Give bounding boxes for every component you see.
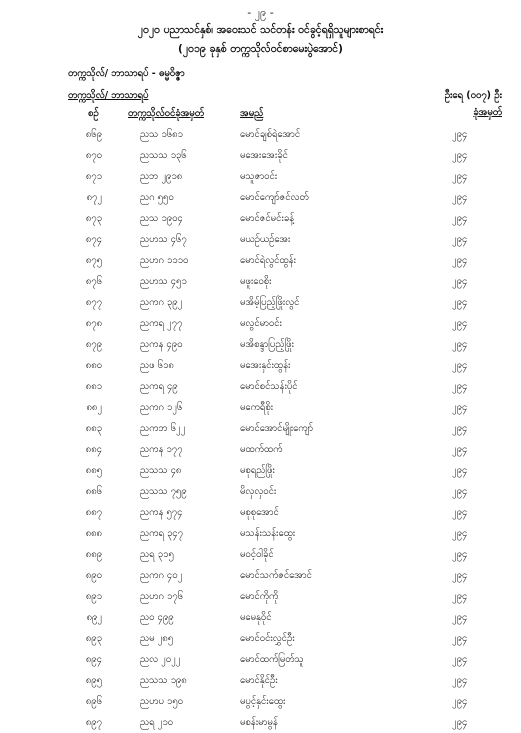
roll-number: ညကရ ၃၄၇ [140,528,183,539]
row-number: ၈၈၇ [85,507,102,518]
roll-number: ညဟပ ၁၅၀ [140,696,183,707]
roll-number: ညလ ၂၀၂၂ [140,654,181,665]
row-number: ၈၈၁ [85,381,102,392]
roll-number: ညကန ၄၉၀ [140,339,183,350]
exam-code: ၂၉၄ [452,570,468,581]
exam-code: ၂၉၄ [452,612,468,623]
roll-number: ညသသ ၁၉၈ [140,675,187,686]
row-number: ၈၇၁ [85,171,102,182]
row-number: ၈၇၀ [85,150,102,161]
student-name: မကေရီစိုး [240,402,274,413]
subject-header: တက္ကသိုလ်/ ဘာသာရပ် [68,90,149,101]
roll-number: ညကဂ ၃၉၂ [140,297,183,308]
exam-code: ၂၉၄ [452,276,468,287]
row-number: ၈၉၂ [86,612,102,623]
course-line: တက္ကသိုလ်/ ဘာသာရပ် - ဓမ္မဝိဇ္ဇာ [68,68,185,79]
row-number: ၈၉၆ [85,696,102,707]
row-number: ၈၉၄ [85,654,102,665]
row-number: ၈၉၇ [85,717,102,728]
row-number: ၈၉၅ [85,675,102,686]
student-name: မပွင့်နှင်းထွေး [240,696,286,707]
table-row [0,292,521,313]
roll-number: ညဖ ၆၁၈ [140,360,174,371]
exam-code: ၂၉၄ [452,150,468,161]
exam-code: ၂၉၄ [452,255,468,266]
student-name: မထက်ထက် [240,444,283,455]
student-name: မောင်ကိုကို [240,591,279,602]
roll-number: ညကရ ၂၇၇ [140,318,183,329]
table-row [0,691,521,712]
row-number: ၈၈၆ [85,486,102,497]
row-number: ၈၇၈ [85,318,102,329]
roll-number: ညသသ ၇၅၉ [140,486,187,497]
row-number: ၈၈၉ [85,549,102,560]
row-number: ၈၈၀ [85,360,102,371]
roll-number: ညသ ၁၆၈၁ [140,129,183,140]
exam-code: ၂၉၄ [452,549,468,560]
row-number: ၈၉၃ [85,633,102,644]
student-name: မောင်ထက်မြတ်သူ [240,654,304,665]
exam-header-line1: ဦးရေ (၀၀၇) ဦး [444,90,502,101]
table-row [0,208,521,229]
row-number: ၈၉၁ [85,591,102,602]
exam-code: ၂၉၄ [452,360,468,371]
row-number: ၈၇၂ [86,192,102,203]
roll-number: ညဟဂ ၁၁၁၀ [140,255,189,266]
roll-number: ညမ ၂၈၅ [140,633,174,644]
table-row [0,649,521,670]
roll-number: ညသသ ၁၃၆ [140,150,187,161]
student-name: မစုစုအောင် [240,507,279,518]
roll-number: ညဟသ ၄၅၁ [140,276,187,287]
student-name: မောင်သက်ဇင်အောင် [240,570,312,581]
roll-number: ညဝ ၄၉၉ [140,612,174,623]
table-row [0,229,521,250]
student-name: မိလှလှဝင်း [240,486,277,497]
table-row [0,334,521,355]
table-row [0,544,521,565]
table-row [0,355,521,376]
student-name: မောင်စင်သန်းပိုင် [240,381,298,392]
roll-number: ညကဂ ၄၀၂ [140,570,183,581]
table-row [0,418,521,439]
exam-code: ၂၉၄ [452,192,468,203]
student-name: မောင်ချစ်ရဲအောင် [240,129,301,140]
roll-number: ညကဂ ၁၂၆ [140,402,183,413]
table-row [0,124,521,145]
table-row [0,628,521,649]
exam-code: ၂၉၄ [452,213,468,224]
exam-code: ၂၉၄ [452,528,468,539]
table-row [0,481,521,502]
exam-code: ၂၉၄ [452,129,468,140]
row-number: ၈၇၅ [85,255,102,266]
table-row [0,439,521,460]
student-name: မစန်းမာမွန် [240,717,278,728]
table-row [0,397,521,418]
exam-code: ၂၉၄ [452,381,468,392]
exam-code: ၂၉၄ [452,675,468,686]
roll-number: ညကဘ ၆၂၂ [140,423,186,434]
student-name: မလွင်မာဝင်း [240,318,282,329]
student-name: မောင်ကျော်ဇင်လတ် [240,192,309,203]
exam-code: ၂၉၄ [452,318,468,329]
exam-code: ၂၉၄ [452,486,468,497]
row-number: ၈၇၉ [85,339,102,350]
row-number: ၈၈၃ [85,423,102,434]
student-name: မယဉ်ယဉ်အေး [240,234,291,245]
roll-number: ညကန ၁၇၇ [140,444,183,455]
student-name: မအိမ့်ပြည့်ဖြိုးလွင် [240,297,300,308]
document-title: ၂၀၂၀ ပညာသင်နှစ်၊ အဝေးသင် သင်တန်း ဝင်ခွင့်ရရှိသူများစာရင်း [137,24,384,36]
student-name: မောင်အောင်မျိုးကျော် [240,423,314,434]
document-subtitle: (၂၀၁၉ ခုနှစ် တက္ကသိုလ်ဝင်စာမေးပွဲအောင်) [178,43,343,55]
student-name: မောင်ရဲလွင်ထွန်း [240,255,296,266]
row-number: ၈၆၉ [85,129,102,140]
roll-number: ညကန ၅၇၄ [140,507,183,518]
exam-code: ၂၉၄ [452,654,468,665]
row-number: ၈၇၃ [85,213,102,224]
column-header-name: အမည် [240,108,264,119]
student-name: မသူဇာဝင်း [240,171,278,182]
student-name: မဝင့်ဝါခိုင် [240,549,274,560]
student-name: မစုရည်ဖြိုး [240,465,275,476]
student-name: မသန်းသန်းထွေး [240,528,296,539]
roll-number: ညဘ ၂၉၁၈ [140,171,183,182]
exam-code: ၂၉၄ [452,717,468,728]
roll-number: ညဟဂ ၁၇၆ [140,591,183,602]
table-row [0,565,521,586]
column-header-roll: တက္ကသိုလ်ဝင်ခုံအမှတ် [128,108,204,119]
student-name: မအေးအေးခိုင် [240,150,288,161]
table-row [0,502,521,523]
exam-code: ၂၉၄ [452,591,468,602]
roll-number: ညကရ ၄၉ [140,381,178,392]
roll-number: ညဂ ၅၅၀ [140,192,174,203]
table-row [0,271,521,292]
exam-code: ၂၉၄ [452,444,468,455]
table-row [0,145,521,166]
row-number: ၈၇၆ [85,276,102,287]
student-name: မဖူးဝေစိုး [240,276,272,287]
exam-code: ၂၉၄ [452,633,468,644]
exam-code: ၂၉၄ [452,507,468,518]
row-number: ၈၇၄ [85,234,102,245]
exam-code: ၂၉၄ [452,297,468,308]
table-row [0,313,521,334]
roll-number: ညသသ ၄၈ [140,465,182,476]
table-row [0,376,521,397]
table-row [0,670,521,691]
table-row [0,607,521,628]
student-name: မောင်ဝင်းလွှင်ဦး [240,633,295,644]
page-number: - ၂၉ - [247,6,274,19]
table-row [0,166,521,187]
row-number: ၈၈၈ [85,528,102,539]
student-name: မအိစန္ဒာပြည့်ဖြိုး [240,339,294,350]
row-number: ၈၈၅ [85,465,102,476]
table-row [0,250,521,271]
table-row [0,523,521,544]
exam-code: ၂၉၄ [452,402,468,413]
row-number: ၈၇၇ [85,297,102,308]
exam-code: ၂၉၄ [452,171,468,182]
roll-number: ညရ ၃၁၅ [140,549,174,560]
exam-header-line2: ခုံအမှတ် [473,107,502,118]
roll-number: ညသ ၁၉၀၄ [140,213,183,224]
exam-code: ၂၉၄ [452,339,468,350]
student-name: မမေနုဝိုင် [240,612,272,623]
roll-number: ညရ ၂၁၀ [140,717,174,728]
exam-code: ၂၉၄ [452,696,468,707]
exam-code: ၂၉၄ [452,465,468,476]
table-row [0,586,521,607]
exam-code: ၂၉၄ [452,423,468,434]
column-header-no: စဉ် [88,108,99,119]
student-name: မောင်ဇင်မင်းခန့် [240,213,295,224]
row-number: ၈၉၀ [85,570,102,581]
row-number: ၈၈၂ [86,402,102,413]
roll-number: ညဟသ ၄၆၇ [140,234,187,245]
table-row [0,187,521,208]
exam-code: ၂၉၄ [452,234,468,245]
student-name: မောင်နိုင်ဦး [240,675,278,686]
table-row [0,460,521,481]
student-name: မအေးနှင်းထွန်း [240,360,291,371]
row-number: ၈၈၄ [85,444,102,455]
results-list [0,124,521,733]
